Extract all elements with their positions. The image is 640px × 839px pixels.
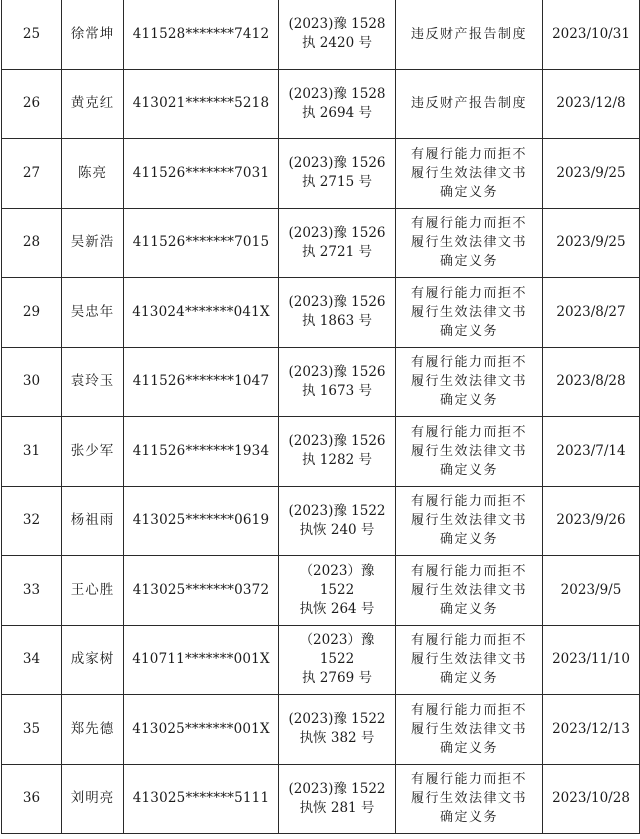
publish-date: 2023/9/25 (543, 139, 640, 209)
case-number (279, 764, 396, 834)
reason-line: 履行生效法律文书 (410, 652, 527, 668)
reason-line: 履行生效法律文书 (410, 443, 527, 459)
id-number: 411526*******7015 (124, 208, 279, 278)
reason-line: 违反财产报告制度 (410, 96, 527, 112)
id-number: 411526*******7031 (124, 139, 279, 209)
reason-line: 确定义务 (439, 393, 498, 409)
row-index: 32 (2, 486, 62, 556)
dishonesty-reason (396, 417, 543, 487)
reason-line: 履行生效法律文书 (410, 582, 527, 598)
case-number (279, 139, 396, 209)
person-name: 黄克红 (62, 69, 124, 139)
reason-line: 履行生效法律文书 (410, 235, 527, 251)
dishonesty-reason (396, 625, 543, 695)
dishonesty-reason (396, 695, 543, 765)
reason-line: 履行生效法律文书 (410, 513, 527, 529)
case-number-line: 执 2721 号 (302, 243, 372, 260)
row-index: 33 (2, 556, 62, 626)
row-index: 30 (2, 347, 62, 417)
row-index: 25 (2, 0, 62, 69)
reason-line: 履行生效法律文书 (410, 374, 527, 390)
publish-date: 2023/8/27 (543, 278, 640, 348)
case-number (279, 347, 396, 417)
reason-line: 有履行能力而拒不 (410, 285, 527, 301)
dishonesty-reason (396, 486, 543, 556)
publish-date: 2023/11/10 (543, 625, 640, 695)
person-name: 袁玲玉 (62, 347, 124, 417)
reason-line: 有履行能力而拒不 (410, 146, 527, 162)
table-row (2, 139, 640, 209)
dishonesty-reason (396, 556, 543, 626)
person-name: 陈亮 (62, 139, 124, 209)
dishonesty-reason (396, 278, 543, 348)
reason-line: 履行生效法律文书 (410, 791, 527, 807)
id-number: 413024*******041X (124, 278, 279, 348)
table-row (2, 278, 640, 348)
case-number (279, 625, 396, 695)
dishonesty-reason (396, 764, 543, 834)
publish-date: 2023/9/26 (543, 486, 640, 556)
reason-line: 有履行能力而拒不 (410, 702, 527, 718)
reason-line: 确定义务 (439, 740, 498, 756)
case-number-line: (2023)豫 1522 (288, 780, 386, 797)
publish-date: 2023/12/13 (543, 695, 640, 765)
table-row (2, 486, 640, 556)
dishonesty-reason (396, 0, 543, 69)
case-number (279, 486, 396, 556)
table-row (2, 625, 640, 695)
case-number (279, 556, 396, 626)
person-name: 吴新浩 (62, 208, 124, 278)
publish-date: 2023/10/28 (543, 764, 640, 834)
person-name: 王心胜 (62, 556, 124, 626)
reason-line: 确定义务 (439, 254, 498, 270)
id-number: 411526*******1934 (124, 417, 279, 487)
id-number: 413025*******0619 (124, 486, 279, 556)
row-index: 26 (2, 69, 62, 139)
case-number-line: 执恢 281 号 (299, 799, 375, 816)
case-number (279, 208, 396, 278)
case-number-line: 执 1863 号 (302, 313, 372, 330)
id-number: 413025*******001X (124, 695, 279, 765)
id-number: 411526*******1047 (124, 347, 279, 417)
case-number-line: (2023)豫 1522 (288, 502, 386, 519)
case-number-line: (2023)豫 1526 (288, 294, 386, 311)
person-name: 吴忠年 (62, 278, 124, 348)
id-number: 410711*******001X (124, 625, 279, 695)
publish-date: 2023/8/28 (543, 347, 640, 417)
case-number-line: （2023）豫 1522 (299, 562, 375, 598)
case-number-line: (2023)豫 1526 (288, 155, 386, 172)
row-index: 36 (2, 764, 62, 834)
reason-line: 违反财产报告制度 (410, 26, 527, 42)
person-name: 郑先德 (62, 695, 124, 765)
person-name: 张少军 (62, 417, 124, 487)
case-number (279, 69, 396, 139)
case-number-line: (2023)豫 1528 (288, 85, 386, 102)
id-number: 411528*******7412 (124, 0, 279, 69)
table-row (2, 347, 640, 417)
table-row (2, 556, 640, 626)
case-number (279, 417, 396, 487)
publish-date: 2023/10/31 (543, 0, 640, 69)
reason-line: 履行生效法律文书 (410, 304, 527, 320)
table-body (2, 0, 640, 834)
case-number (279, 278, 396, 348)
dishonest-persons-table (1, 0, 640, 834)
case-number-line: 执恢 264 号 (299, 600, 375, 617)
reason-line: 有履行能力而拒不 (410, 355, 527, 371)
reason-line: 履行生效法律文书 (410, 721, 527, 737)
table-row (2, 764, 640, 834)
table-row (2, 695, 640, 765)
person-name: 成家树 (62, 625, 124, 695)
publish-date: 2023/7/14 (543, 417, 640, 487)
row-index: 35 (2, 695, 62, 765)
reason-line: 有履行能力而拒不 (410, 772, 527, 788)
row-index: 31 (2, 417, 62, 487)
case-number-line: (2023)豫 1528 (288, 16, 386, 33)
case-number-line: 执 2769 号 (302, 670, 372, 687)
dishonesty-reason (396, 139, 543, 209)
case-number-line: (2023)豫 1526 (288, 363, 386, 380)
table-row (2, 417, 640, 487)
reason-line: 有履行能力而拒不 (410, 494, 527, 510)
case-number-line: 执 2715 号 (302, 174, 372, 191)
case-number-line: 执恢 382 号 (299, 730, 375, 747)
publish-date: 2023/12/8 (543, 69, 640, 139)
row-index: 34 (2, 625, 62, 695)
reason-line: 确定义务 (439, 601, 498, 617)
reason-line: 有履行能力而拒不 (410, 216, 527, 232)
table-row (2, 69, 640, 139)
reason-line: 履行生效法律文书 (410, 165, 527, 181)
case-number-line: (2023)豫 1522 (288, 711, 386, 728)
dishonesty-reason (396, 208, 543, 278)
person-name: 刘明亮 (62, 764, 124, 834)
table-row (2, 0, 640, 69)
dishonesty-reason (396, 347, 543, 417)
case-number (279, 695, 396, 765)
publish-date: 2023/9/25 (543, 208, 640, 278)
reason-line: 确定义务 (439, 323, 498, 339)
case-number-line: (2023)豫 1526 (288, 433, 386, 450)
case-number (279, 0, 396, 69)
case-number-line: (2023)豫 1526 (288, 224, 386, 241)
case-number-line: 执恢 240 号 (299, 521, 375, 538)
case-number-line: 执 2694 号 (302, 104, 372, 121)
reason-line: 确定义务 (439, 462, 498, 478)
row-index: 29 (2, 278, 62, 348)
case-number-line: 执 1673 号 (302, 382, 372, 399)
id-number: 413025*******5111 (124, 764, 279, 834)
row-index: 27 (2, 139, 62, 209)
case-number-line: （2023）豫 1522 (299, 632, 375, 668)
reason-line: 有履行能力而拒不 (410, 424, 527, 440)
row-index: 28 (2, 208, 62, 278)
person-name: 杨祖雨 (62, 486, 124, 556)
reason-line: 确定义务 (439, 810, 498, 826)
reason-line: 有履行能力而拒不 (410, 633, 527, 649)
id-number: 413025*******0372 (124, 556, 279, 626)
reason-line: 确定义务 (439, 184, 498, 200)
reason-line: 确定义务 (439, 532, 498, 548)
case-number-line: 执 1282 号 (302, 452, 372, 469)
reason-line: 有履行能力而拒不 (410, 563, 527, 579)
publish-date: 2023/9/5 (543, 556, 640, 626)
table-row (2, 208, 640, 278)
id-number: 413021*******5218 (124, 69, 279, 139)
person-name: 徐常坤 (62, 0, 124, 69)
dishonesty-reason (396, 69, 543, 139)
reason-line: 确定义务 (439, 671, 498, 687)
case-number-line: 执 2420 号 (302, 35, 372, 52)
